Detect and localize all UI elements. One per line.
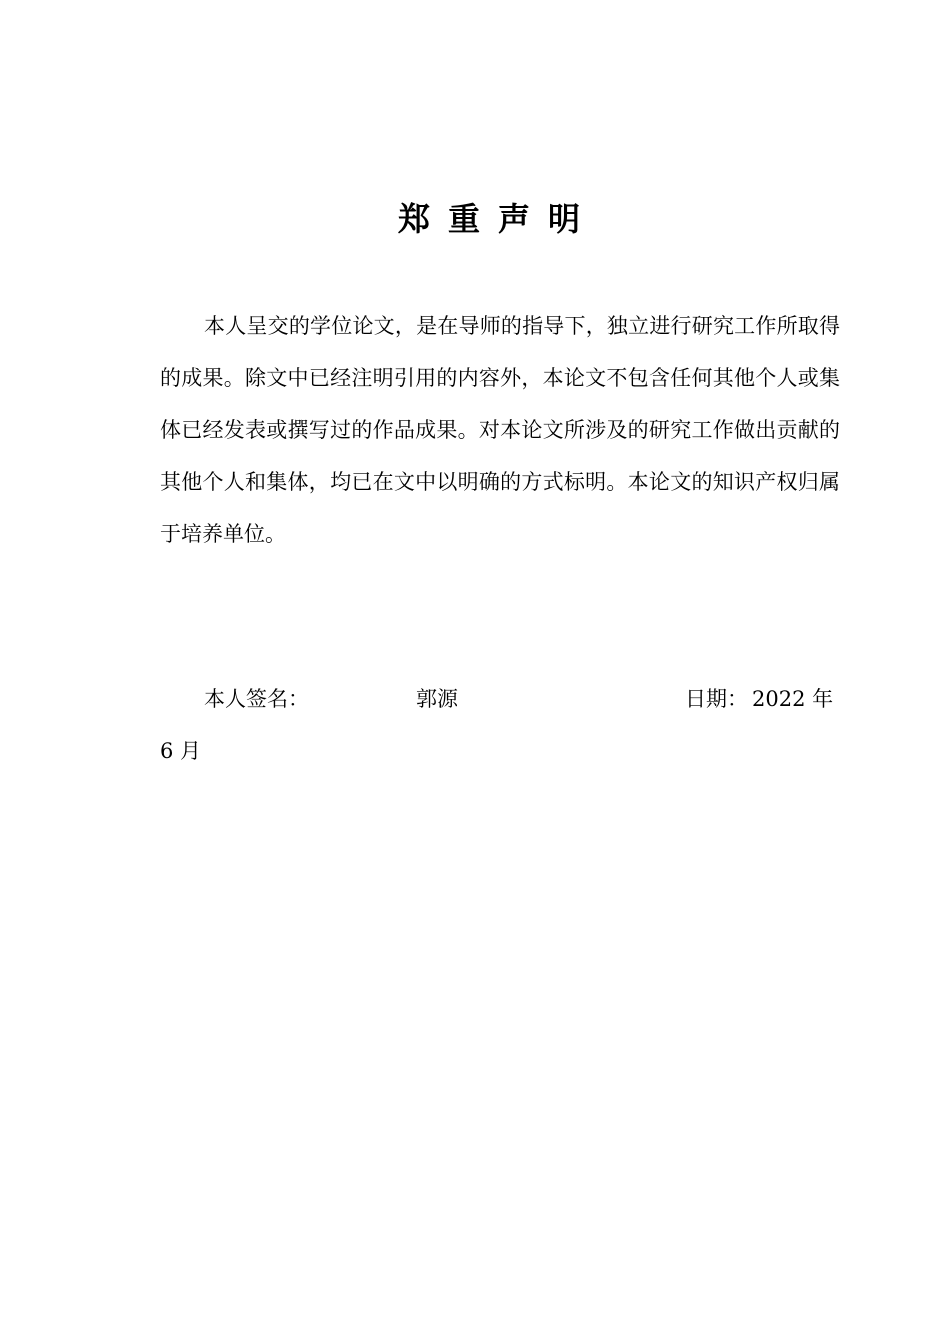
signature-label: 本人签名： (204, 687, 309, 711)
signature-line (160, 676, 840, 722)
date-year: 2022 年 (752, 687, 834, 711)
date-month: 6 月 (160, 739, 202, 763)
declaration-body: 本人呈交的学位论文，是在导师的指导下，独立进行研究工作所取得的成果。除文中已经注明引用的内容外，本论文不包含任何其他个人或集体已经发表或撰写过的作品成果。对本论文所涉及的研究工作做出贡献的其他个人和集体，均已在文中以明确的方式标明。本论文的知识产权归属于培养单位。 (160, 314, 840, 546)
signature-name: 郭源 (416, 687, 458, 711)
date-label: 日期： (685, 687, 748, 711)
page-title: 郑重声明 (397, 200, 598, 238)
